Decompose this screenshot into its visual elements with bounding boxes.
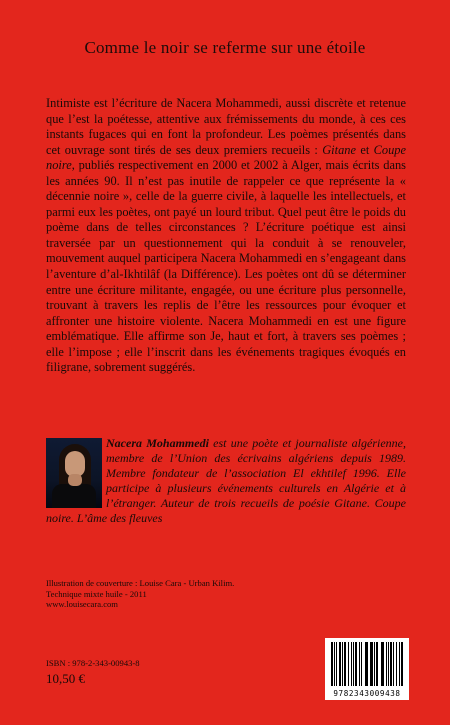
barcode-bar	[348, 642, 349, 686]
barcode-number: 9782343009438	[333, 689, 401, 698]
credit-illustration: Illustration de couverture : Louise Cara - Urban Kilim.	[46, 578, 235, 588]
barcode-bar	[401, 642, 403, 686]
barcode-bar	[361, 642, 362, 686]
back-cover-paragraph	[46, 96, 406, 376]
text-segment-3: , publiés respectivement en 2000 et 2002 à Alger, mais écrits dans les années 90. Il n’est pas inutile de rappeler ce que représente la « décennie noire », celle de la guerre civile, à laquelle les intellectuels, et parmi eux les poètes, ont payé un lourd tribut. Quel peut être le poids du poème dans de telles circonstances ? L’écriture poétique est ainsi traversée par un questionnement qui la conduit à se renouveler, mouvement auquel participera Nacera Mohammedi en s’engageant dans l’aventure d’al-Ikhtilâf (la Différence). Les poètes ont dû se déterminer entre une écriture militante, engagée, ou une écriture plus personnelle, trouvant à travers les replis de l’être les ressources pour évoquer et affronter une histoire violente. Nacera Mohammedi en est une figure emblématique. Elle affirme son Je, haut et fort, à travers ses poèmes ; elle l’impose ; elle l’inscrit dans les événements tragiques évoqués en filigrane, sobrement suggérés.	[46, 158, 406, 375]
price: 10,50 €	[46, 671, 85, 686]
barcode-bar	[344, 642, 346, 686]
author-name: Nacera Mohammedi	[106, 436, 209, 450]
book-title-gitane: Gitane	[322, 142, 356, 157]
book-title-coupe-noire: Coupe noire	[46, 142, 406, 173]
credit-website: www.louisecara.com	[46, 599, 118, 610]
barcode-bar	[396, 642, 397, 686]
credit-technique: Technique mixte huile - 2011	[46, 588, 147, 599]
barcode-bar	[365, 642, 368, 686]
book-title: Comme le noir se referme sur une étoile	[84, 38, 366, 57]
barcode-bar	[390, 642, 392, 686]
barcode-bar	[334, 642, 335, 686]
text-segment-2: et	[355, 142, 374, 157]
barcode-bar	[370, 642, 373, 686]
barcode-bar	[351, 642, 352, 686]
barcode-bar	[355, 642, 357, 686]
barcode-bar	[359, 642, 360, 686]
barcode-bar	[342, 642, 343, 686]
barcode	[325, 638, 409, 700]
barcode-bars	[329, 642, 405, 686]
text-segment-1: Intimiste est l’écriture de Nacera Mohammedi, aussi discrète et retenue que l’est la poétesse, attentive aux frémissements du monde, à ces ces instants fugaces qui en font la profondeur. Les poèmes présentés dans cet ouvrage sont tirés de ses deux premiers recueils :	[46, 96, 406, 157]
barcode-bar	[388, 642, 389, 686]
barcode-bar	[381, 642, 384, 686]
barcode-bar	[386, 642, 387, 686]
author-bio-text: est une poète et journaliste algérienne, membre de l’Union des écrivains algériens depuis 1989. Membre fondateur de l’association El ekhtilef 1996. Elle participe à plusieurs événements culturels en Algérie et à l’étranger. Auteur de trois recueils de poésie Gitane. Coupe noire. L’âme des fleuves	[46, 436, 406, 525]
barcode-bar	[336, 642, 337, 686]
barcode-bar	[353, 642, 354, 686]
barcode-bar	[339, 642, 341, 686]
isbn: ISBN : 978-2-343-00943-8	[46, 658, 140, 668]
barcode-bar	[376, 642, 378, 686]
back-cover-text	[46, 96, 406, 376]
barcode-bar	[331, 642, 333, 686]
cover-credits	[46, 578, 286, 610]
barcode-bar	[374, 642, 375, 686]
barcode-bar	[393, 642, 394, 686]
author-photo	[46, 438, 102, 508]
barcode-bar	[399, 642, 400, 686]
